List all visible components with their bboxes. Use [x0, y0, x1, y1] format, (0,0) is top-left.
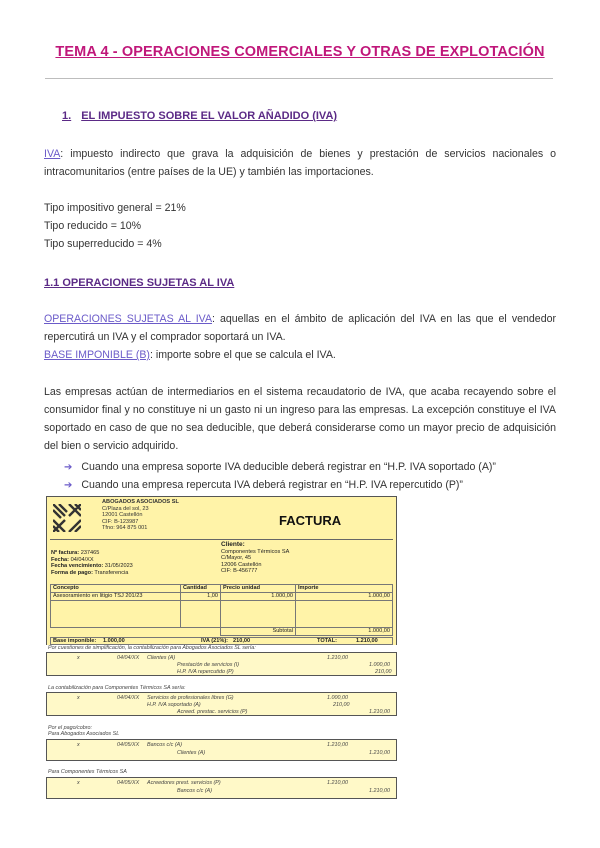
- entry-date: 04/04/XX: [117, 695, 140, 701]
- entry-debit: 1.210,00: [327, 655, 348, 661]
- table-header-row: [51, 585, 393, 593]
- invoice-details: [51, 550, 133, 576]
- entry-account: Bancos c/c (A): [147, 742, 183, 748]
- entry-credit: 210,00: [375, 669, 392, 675]
- iva-label: IVA (21%):: [201, 638, 229, 644]
- entry-account: H.P. IVA repercutido (P): [177, 669, 234, 675]
- arrow-icon: ➔: [64, 480, 73, 491]
- detail-key: Fecha vencimiento:: [51, 563, 104, 570]
- entry-account: Servicios de profesionales libres (G): [147, 695, 234, 701]
- totals-row: [50, 637, 393, 645]
- subtotal-value: 1.000,00: [296, 628, 393, 636]
- detail-value: 31/05/2023: [103, 563, 133, 570]
- client-label: Cliente:: [221, 541, 245, 548]
- arrow-icon: ➔: [64, 462, 73, 473]
- journal-caption: Por cuestiones de simplificación, la contabilización para Abogados Asociados SL sería:: [48, 645, 256, 651]
- invoice-divider: [50, 539, 393, 540]
- client-info: [221, 542, 289, 575]
- journal-caption: Para Componentes Térmicos SA: [48, 769, 127, 775]
- operations-definition: [44, 310, 556, 364]
- entry-account: Acreed. prestac. servicios (P): [177, 709, 248, 715]
- rate-reduced: Tipo reducido = 10%: [44, 220, 142, 232]
- column-header: Importe: [296, 585, 393, 593]
- rate-superreduced: Tipo superreducido = 4%: [44, 238, 162, 250]
- entry-account: Clientes (A): [177, 750, 206, 756]
- entry-mark: x: [77, 655, 80, 661]
- section-label: EL IMPUESTO SOBRE EL VALOR AÑADIDO (IVA): [81, 110, 338, 122]
- entry-debit: 210,00: [333, 702, 350, 708]
- entry-date: 04/05/XX: [117, 780, 140, 786]
- entry-mark: x: [77, 742, 80, 748]
- section-number: 1.: [62, 110, 72, 122]
- table-cell: 1,00: [181, 593, 221, 601]
- company-name: ABOGADOS ASOCIADOS SL: [102, 499, 179, 505]
- entry-date: 04/04/XX: [117, 655, 140, 661]
- company-logo-icon: [53, 504, 81, 532]
- iva-definition-text: : impuesto indirecto que grava la adquisición de bienes y prestación de servicios nacionales o intracomunitarios (entre países de la UE) y también las importaciones.: [44, 148, 556, 178]
- subtotal-label: Subtotal: [221, 628, 296, 636]
- detail-value: Transferencia: [92, 569, 129, 576]
- intermediaries-paragraph: Las empresas actúan de intermediarios en el sistema recaudatorio de IVA, que acaba recayendo sobre el consumidor final y no constituye ni un gasto ni un ingreso para las empresas. La excepción constituye el IVA soportado en caso de que no sea deducible, que deberá considerarse como un mayor precio de adquisición del bien o servicio adquirido.: [44, 386, 556, 452]
- column-header: Concepto: [51, 585, 181, 593]
- entry-account: Clientes (A): [147, 655, 176, 661]
- bullet-text: Cuando una empresa repercuta IVA deberá registrar en “H.P. IVA repercutido (P)”: [81, 479, 463, 491]
- operations-term-link[interactable]: OPERACIONES SUJETAS AL IVA: [44, 313, 213, 325]
- section-heading-operations: 1.1 OPERACIONES SUJETAS AL IVA: [44, 277, 235, 289]
- journal-entry: [46, 777, 397, 799]
- detail-value: 237465: [79, 550, 100, 556]
- column-header: Cantidad: [181, 585, 221, 593]
- company-line: Tfno: 964 875 001: [102, 525, 148, 532]
- invoice-title: FACTURA: [279, 513, 342, 528]
- client-line: CIF: B-456777: [221, 568, 258, 575]
- table-cell: 1.000,00: [221, 593, 296, 601]
- bullet-item: [64, 479, 463, 491]
- bullet-item: [64, 461, 496, 473]
- journal-caption: La contabilización para Componentes Térmicos SA sería:: [48, 685, 186, 691]
- total-value: 1.210,00: [356, 638, 378, 644]
- invoice-items-table: [50, 584, 393, 636]
- total-label: TOTAL:: [317, 638, 337, 644]
- table-row: [51, 593, 393, 601]
- journal-entry: [46, 739, 397, 761]
- entry-account: Acreedores prest. servicios (P): [147, 780, 221, 786]
- page-title: TEMA 4 - OPERACIONES COMERCIALES Y OTRAS DE EXPLOTACIÓN: [55, 44, 545, 60]
- entry-account: H.P. IVA soportado (A): [147, 702, 201, 708]
- company-line: CIF: B-123987: [102, 518, 139, 525]
- client-line: 12006 Castellón: [221, 561, 262, 568]
- invoice: [46, 496, 397, 648]
- operations-definition-text: : aquellas en el ámbito de aplicación del IVA en las que el vendedor repercutirá un IVA y el comprador soportará un IVA.: [44, 313, 557, 343]
- detail-value: 04/04/XX: [69, 556, 94, 563]
- journal-entries: [46, 645, 397, 821]
- detail-key: Nº factura:: [51, 550, 80, 556]
- title-divider: [45, 78, 553, 79]
- entry-debit: 1.210,00: [327, 780, 348, 786]
- journal-entry: [46, 692, 397, 716]
- entry-debit: 1.000,00: [327, 695, 348, 701]
- table-cell: Asesoramiento en litigio TSJ 201/23: [51, 593, 181, 601]
- client-line: Componentes Térmicos SA: [221, 548, 290, 555]
- entry-credit: 1.000,00: [369, 662, 390, 668]
- entry-account: Prestación de servicios (I): [177, 662, 240, 668]
- entry-date: 04/05/XX: [117, 742, 140, 748]
- company-info: [102, 499, 179, 532]
- journal-caption: Por el pago/cobro:: [48, 725, 93, 731]
- rate-general: Tipo impositivo general = 21%: [44, 202, 186, 214]
- base-term-link[interactable]: BASE IMPONIBLE (B): [44, 349, 150, 361]
- section-heading-iva: [62, 110, 337, 122]
- entry-credit: 1.210,00: [369, 750, 390, 756]
- table-cell: 1.000,00: [296, 593, 393, 601]
- journal-entry: [46, 652, 397, 676]
- base-definition-text: : importe sobre el que se calcula el IVA.: [149, 349, 336, 361]
- detail-key: Forma de pago:: [51, 569, 93, 576]
- journal-caption: Para Abogados Asociados SL: [48, 731, 120, 737]
- detail-key: Fecha:: [51, 556, 70, 563]
- entry-account: Bancos c/c (A): [177, 788, 213, 794]
- company-line: C/Plaza del sol, 23: [102, 505, 149, 512]
- base-value: 1.000,00: [103, 638, 125, 644]
- bullet-text: Cuando una empresa soporte IVA deducible deberá registrar en “H.P. IVA soportado (A)”: [81, 461, 496, 473]
- entry-debit: 1.210,00: [327, 742, 348, 748]
- subtotal-row: [51, 628, 393, 636]
- table-row: [51, 601, 393, 628]
- base-label: Base imponible:: [53, 638, 97, 644]
- iva-term-link[interactable]: IVA: [44, 148, 61, 160]
- iva-definition: [44, 145, 556, 181]
- entry-mark: x: [77, 780, 80, 786]
- entry-mark: x: [77, 695, 80, 701]
- iva-rates: [44, 199, 556, 253]
- column-header: Precio unidad: [221, 585, 296, 593]
- entry-credit: 1.210,00: [369, 709, 390, 715]
- iva-value: 210,00: [233, 638, 251, 644]
- client-line: C/Mayor, 45: [221, 555, 252, 562]
- entry-credit: 1.210,00: [369, 788, 390, 794]
- company-line: 12001 Castellón: [102, 512, 143, 519]
